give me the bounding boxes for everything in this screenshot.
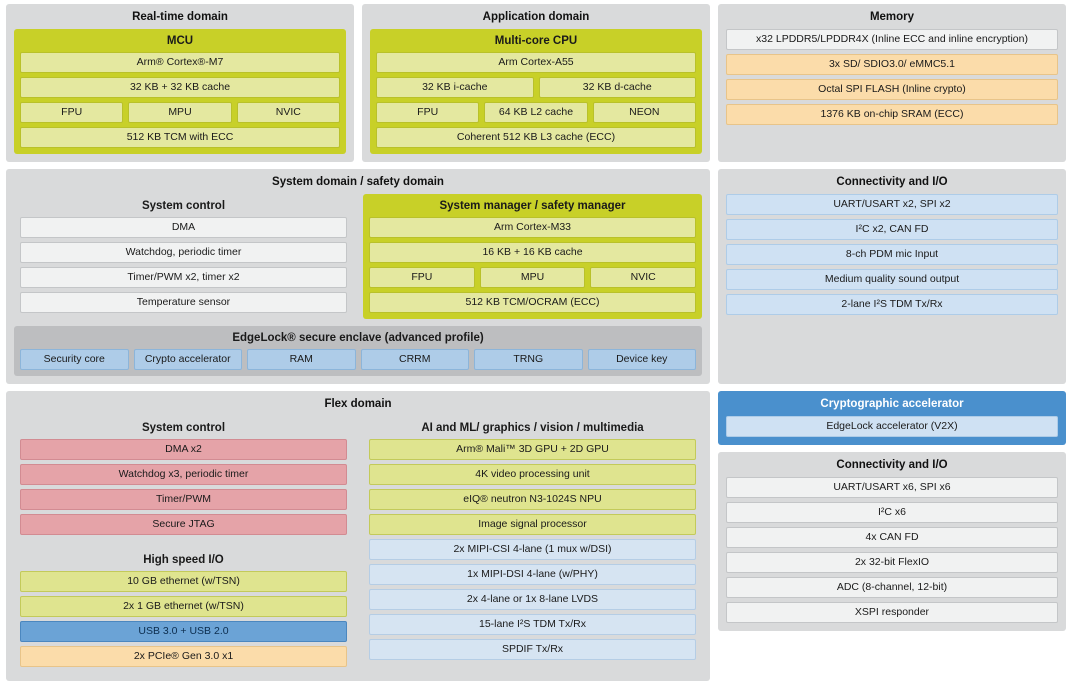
mcu-cache-row bbox=[20, 77, 340, 98]
ai-ml-row-5 bbox=[369, 564, 696, 585]
panel-memory bbox=[718, 4, 1066, 162]
high-speed-io-item-1gb-eth: 2x 1 GB ethernet (w/TSN) bbox=[20, 596, 347, 617]
ai-ml-item-video-pu: 4K video processing unit bbox=[369, 464, 696, 485]
high-speed-io-row-3 bbox=[20, 646, 347, 667]
system-manager-box bbox=[363, 194, 702, 319]
system-control-row-0 bbox=[20, 217, 347, 238]
panel-system-domain bbox=[6, 169, 710, 384]
enclave-title: EdgeLock® secure enclave (advanced profile) bbox=[232, 332, 484, 344]
system-control-item-dma: DMA bbox=[20, 217, 347, 238]
connectivity-bottom-row-0 bbox=[726, 477, 1058, 498]
system-manager-tcm-row bbox=[369, 292, 696, 313]
memory-row-0 bbox=[726, 29, 1058, 50]
ai-ml-row-8 bbox=[369, 639, 696, 660]
flex-system-control-item-watchdog: Watchdog x3, periodic timer bbox=[20, 464, 347, 485]
ai-ml-title: AI and ML/ graphics / vision / multimedia bbox=[421, 422, 644, 434]
group-edgelock-enclave bbox=[14, 326, 702, 376]
cpu-core-row bbox=[376, 52, 696, 73]
cpu-unit-fpu: FPU bbox=[376, 102, 479, 123]
ai-ml-item-npu: eIQ® neutron N3-1024S NPU bbox=[369, 489, 696, 510]
group-system-manager bbox=[363, 194, 702, 319]
mcu-tcm: 512 KB TCM with ECC bbox=[20, 127, 340, 148]
bottom-band bbox=[6, 391, 1074, 681]
crypto-item-edgelock: EdgeLock accelerator (V2X) bbox=[726, 416, 1058, 437]
mcu-core-row bbox=[20, 52, 340, 73]
system-control-title: System control bbox=[141, 200, 226, 212]
ai-ml-item-lvds: 2x 4-lane or 1x 8-lane LVDS bbox=[369, 589, 696, 610]
flex-left-column bbox=[14, 416, 353, 673]
memory-item-lpddr: x32 LPDDR5/LPDDR4X (Inline ECC and inline encryption) bbox=[726, 29, 1058, 50]
enclave-item-security-core: Security core bbox=[20, 349, 129, 370]
mcu-cache: 32 KB + 32 KB cache bbox=[20, 77, 340, 98]
group-system-control bbox=[14, 194, 353, 319]
flex-domain-title: Flex domain bbox=[324, 398, 392, 410]
panel-application-domain bbox=[362, 4, 710, 162]
ai-ml-row-6 bbox=[369, 589, 696, 610]
enclave-item-ram: RAM bbox=[247, 349, 356, 370]
enclave-item-trng: TRNG bbox=[474, 349, 583, 370]
high-speed-io-row-0 bbox=[20, 571, 347, 592]
cpu-dcache: 32 KB d-cache bbox=[539, 77, 697, 98]
system-manager-cache-row bbox=[369, 242, 696, 263]
connectivity-mid-item-pdm: 8-ch PDM mic Input bbox=[726, 244, 1058, 265]
mcu-units-row bbox=[20, 102, 340, 123]
ai-ml-row-2 bbox=[369, 489, 696, 510]
panel-connectivity-middle bbox=[718, 169, 1066, 384]
system-control-box bbox=[14, 194, 353, 319]
enclave-item-device-key: Device key bbox=[588, 349, 697, 370]
top-band bbox=[6, 4, 1074, 162]
connectivity-bottom-item-xspi: XSPI responder bbox=[726, 602, 1058, 623]
memory-row-2 bbox=[726, 79, 1058, 100]
spacer bbox=[718, 445, 1066, 452]
connectivity-mid-row-4 bbox=[726, 294, 1058, 315]
cpu-l3-row bbox=[376, 127, 696, 148]
high-speed-io-item-10gb-eth: 10 GB ethernet (w/TSN) bbox=[20, 571, 347, 592]
system-domain-columns bbox=[14, 194, 702, 319]
panel-realtime-domain bbox=[6, 4, 354, 162]
connectivity-bottom-row-4 bbox=[726, 577, 1058, 598]
ai-ml-row-1 bbox=[369, 464, 696, 485]
high-speed-io-row-2 bbox=[20, 621, 347, 642]
ai-ml-item-spdif: SPDIF Tx/Rx bbox=[369, 639, 696, 660]
connectivity-bottom-row-2 bbox=[726, 527, 1058, 548]
high-speed-io-box bbox=[14, 548, 353, 673]
flex-system-control-item-secure-jtag: Secure JTAG bbox=[20, 514, 347, 535]
mcu-core: Arm® Cortex®-M7 bbox=[20, 52, 340, 73]
cpu-l3-cache: Coherent 512 KB L3 cache (ECC) bbox=[376, 127, 696, 148]
bottom-right-column bbox=[718, 391, 1066, 681]
system-control-item-timer: Timer/PWM x2, timer x2 bbox=[20, 267, 347, 288]
connectivity-mid-item-i2s: 2-lane I²S TDM Tx/Rx bbox=[726, 294, 1058, 315]
flex-system-control-title: System control bbox=[141, 422, 226, 434]
system-manager-unit-fpu: FPU bbox=[369, 267, 475, 288]
memory-row-1 bbox=[726, 54, 1058, 75]
flex-system-control-box bbox=[14, 416, 353, 541]
enclave-item-crrm: CRRM bbox=[361, 349, 470, 370]
ai-ml-row-4 bbox=[369, 539, 696, 560]
enclave-items-row bbox=[20, 349, 696, 370]
mcu-title: MCU bbox=[166, 35, 194, 47]
enclave-item-crypto-accelerator: Crypto accelerator bbox=[134, 349, 243, 370]
system-manager-core: Arm Cortex-M33 bbox=[369, 217, 696, 238]
memory-title: Memory bbox=[869, 11, 915, 23]
system-control-row-2 bbox=[20, 267, 347, 288]
ai-ml-row-3 bbox=[369, 514, 696, 535]
memory-item-sd: 3x SD/ SDIO3.0/ eMMC5.1 bbox=[726, 54, 1058, 75]
connectivity-middle-title: Connectivity and I/O bbox=[836, 176, 948, 188]
crypto-row-0 bbox=[726, 416, 1058, 437]
cpu-unit-neon: NEON bbox=[593, 102, 696, 123]
system-manager-cache: 16 KB + 16 KB cache bbox=[369, 242, 696, 263]
ai-ml-row-7 bbox=[369, 614, 696, 635]
connectivity-mid-item-i2c: I²C x2, CAN FD bbox=[726, 219, 1058, 240]
connectivity-bottom-title: Connectivity and I/O bbox=[836, 459, 948, 471]
flex-right-column bbox=[363, 416, 702, 673]
ai-ml-item-mipi-dsi: 1x MIPI-DSI 4-lane (w/PHY) bbox=[369, 564, 696, 585]
connectivity-bottom-item-i2c: I²C x6 bbox=[726, 502, 1058, 523]
flex-system-control-item-dma: DMA x2 bbox=[20, 439, 347, 460]
ai-ml-box bbox=[363, 416, 702, 666]
high-speed-io-item-pcie: 2x PCIe® Gen 3.0 x1 bbox=[20, 646, 347, 667]
high-speed-io-item-usb: USB 3.0 + USB 2.0 bbox=[20, 621, 347, 642]
middle-band bbox=[6, 169, 1074, 384]
cpu-core: Arm Cortex-A55 bbox=[376, 52, 696, 73]
connectivity-mid-item-sound: Medium quality sound output bbox=[726, 269, 1058, 290]
connectivity-mid-item-uart: UART/USART x2, SPI x2 bbox=[726, 194, 1058, 215]
connectivity-bottom-row-3 bbox=[726, 552, 1058, 573]
ai-ml-row-0 bbox=[369, 439, 696, 460]
cpu-icache: 32 KB i-cache bbox=[376, 77, 534, 98]
connectivity-bottom-item-flexio: 2x 32-bit FlexIO bbox=[726, 552, 1058, 573]
system-manager-unit-mpu: MPU bbox=[480, 267, 586, 288]
system-manager-title: System manager / safety manager bbox=[439, 200, 626, 212]
flex-system-control-row-3 bbox=[20, 514, 347, 535]
cpu-units-row bbox=[376, 102, 696, 123]
system-manager-tcm: 512 KB TCM/OCRAM (ECC) bbox=[369, 292, 696, 313]
flex-system-control-row-1 bbox=[20, 464, 347, 485]
realtime-domain-title: Real-time domain bbox=[132, 11, 228, 23]
system-control-row-1 bbox=[20, 242, 347, 263]
application-domain-title: Application domain bbox=[482, 11, 590, 23]
panel-connectivity-bottom bbox=[718, 452, 1066, 631]
panel-flex-domain bbox=[6, 391, 710, 681]
ai-ml-item-i2s-tdm: 15-lane I²S TDM Tx/Rx bbox=[369, 614, 696, 635]
mcu-unit-mpu: MPU bbox=[128, 102, 231, 123]
system-domain-title: System domain / safety domain bbox=[272, 176, 444, 188]
connectivity-mid-row-0 bbox=[726, 194, 1058, 215]
system-control-item-temp-sensor: Temperature sensor bbox=[20, 292, 347, 313]
flex-system-control-row-0 bbox=[20, 439, 347, 460]
mcu-unit-fpu: FPU bbox=[20, 102, 123, 123]
high-speed-io-title: High speed I/O bbox=[143, 554, 224, 566]
mcu-tcm-row bbox=[20, 127, 340, 148]
cpu-cache-row bbox=[376, 77, 696, 98]
connectivity-bottom-item-uart: UART/USART x6, SPI x6 bbox=[726, 477, 1058, 498]
system-control-item-watchdog: Watchdog, periodic timer bbox=[20, 242, 347, 263]
flex-system-control-row-2 bbox=[20, 489, 347, 510]
ai-ml-item-mipi-csi: 2x MIPI-CSI 4-lane (1 mux w/DSI) bbox=[369, 539, 696, 560]
memory-row-3 bbox=[726, 104, 1058, 125]
flex-system-control-item-timer-pwm: Timer/PWM bbox=[20, 489, 347, 510]
connectivity-bottom-row-5 bbox=[726, 602, 1058, 623]
memory-item-sram: 1376 KB on-chip SRAM (ECC) bbox=[726, 104, 1058, 125]
cpu-title: Multi-core CPU bbox=[494, 35, 578, 47]
group-mcu bbox=[14, 29, 346, 154]
panel-crypto-accelerator bbox=[718, 391, 1066, 445]
system-manager-units-row bbox=[369, 267, 696, 288]
crypto-accelerator-title: Cryptographic accelerator bbox=[820, 398, 964, 410]
flex-domain-columns bbox=[14, 416, 702, 673]
ai-ml-item-isp: Image signal processor bbox=[369, 514, 696, 535]
memory-item-ospi: Octal SPI FLASH (Inline crypto) bbox=[726, 79, 1058, 100]
ai-ml-item-gpu: Arm® Mali™ 3D GPU + 2D GPU bbox=[369, 439, 696, 460]
system-manager-core-row bbox=[369, 217, 696, 238]
connectivity-mid-row-1 bbox=[726, 219, 1058, 240]
group-multicore-cpu bbox=[370, 29, 702, 154]
cpu-unit-l2cache: 64 KB L2 cache bbox=[484, 102, 587, 123]
system-control-row-3 bbox=[20, 292, 347, 313]
connectivity-bottom-item-adc: ADC (8-channel, 12-bit) bbox=[726, 577, 1058, 598]
connectivity-mid-row-2 bbox=[726, 244, 1058, 265]
connectivity-bottom-row-1 bbox=[726, 502, 1058, 523]
mcu-unit-nvic: NVIC bbox=[237, 102, 340, 123]
connectivity-mid-row-3 bbox=[726, 269, 1058, 290]
connectivity-bottom-item-can-fd: 4x CAN FD bbox=[726, 527, 1058, 548]
system-manager-unit-nvic: NVIC bbox=[590, 267, 696, 288]
high-speed-io-row-1 bbox=[20, 596, 347, 617]
